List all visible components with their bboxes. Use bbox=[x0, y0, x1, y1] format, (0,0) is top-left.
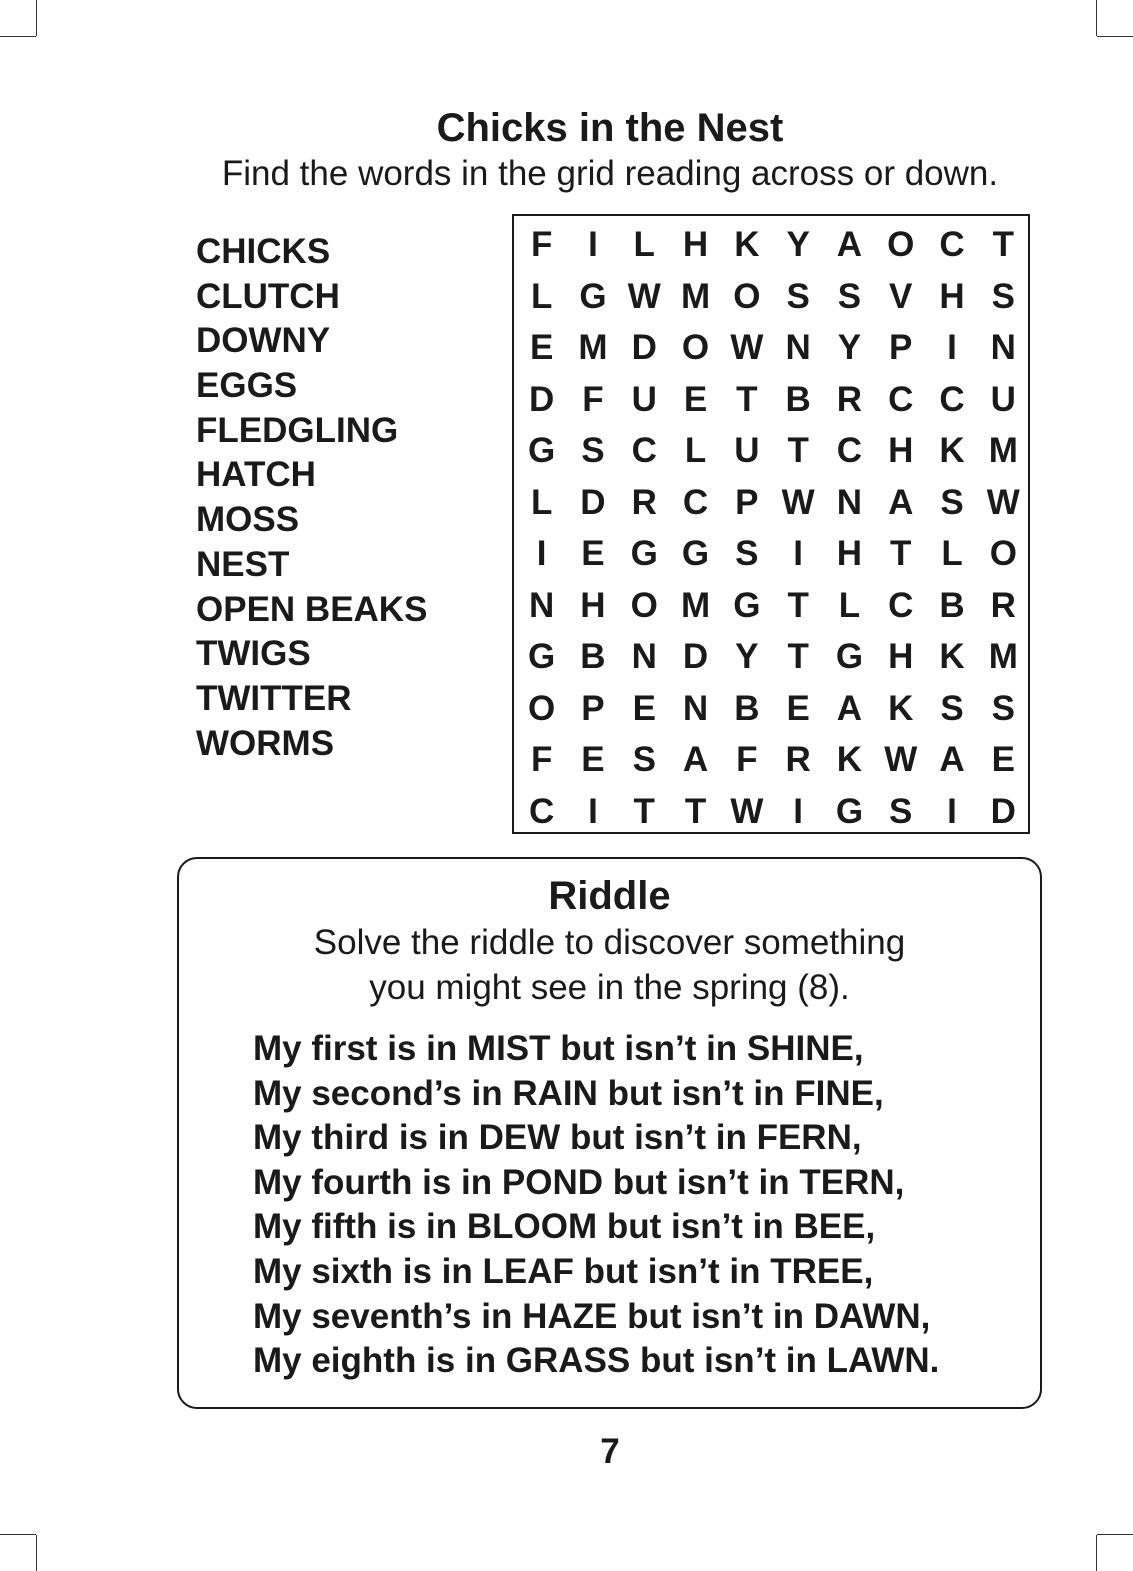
grid-letter: L bbox=[941, 534, 963, 573]
grid-letter: R bbox=[990, 585, 1016, 625]
grid-letter: O bbox=[887, 225, 915, 264]
grid-letter: U bbox=[734, 431, 760, 470]
grid-letter: B bbox=[580, 637, 606, 676]
riddle-line: My sixth is in LEAF but isn’t in TREE, bbox=[253, 1251, 874, 1291]
grid-letter: S bbox=[786, 276, 810, 316]
grid-letter: C bbox=[836, 431, 863, 470]
grid-letter: W bbox=[986, 482, 1020, 522]
grid-letter: H bbox=[682, 225, 709, 264]
grid-letter: M bbox=[578, 328, 608, 367]
grid-letter: G bbox=[528, 431, 556, 470]
grid-letter: M bbox=[680, 276, 711, 316]
word-list-item: CHICKS bbox=[196, 232, 331, 271]
word-list-item: HATCH bbox=[196, 455, 316, 495]
grid-letter: C bbox=[939, 379, 965, 419]
word-list-item: MOSS bbox=[196, 500, 300, 540]
grid-letter: P bbox=[889, 328, 913, 367]
riddle-verse bbox=[253, 1027, 939, 1384]
grid-letter: K bbox=[836, 740, 863, 779]
grid-letter: U bbox=[990, 379, 1016, 419]
word-list-item: OPEN BEAKS bbox=[196, 589, 428, 629]
riddle-line: My first is in MIST but isn’t in SHINE, bbox=[253, 1029, 864, 1068]
crop-mark bbox=[0, 36, 36, 37]
grid-letter: B bbox=[734, 688, 760, 728]
grid-letter: D bbox=[631, 328, 657, 367]
grid-letter: C bbox=[888, 585, 914, 625]
riddle-intro-line: you might see in the spring (8). bbox=[369, 968, 850, 1007]
grid-letter: C bbox=[939, 225, 965, 264]
grid-letter: U bbox=[631, 379, 657, 419]
grid-letter: E bbox=[632, 688, 656, 728]
riddle-line: My fifth is in BLOOM but isn’t in BEE, bbox=[253, 1207, 876, 1247]
grid-letter: M bbox=[988, 637, 1018, 676]
puzzle-title: Chicks in the Nest bbox=[436, 106, 784, 150]
grid-letter: K bbox=[888, 688, 914, 728]
grid-letter: D bbox=[529, 379, 555, 419]
grid-letter: M bbox=[988, 431, 1018, 470]
crop-mark bbox=[36, 0, 37, 36]
word-list-item: NEST bbox=[196, 544, 290, 584]
grid-letter: E bbox=[581, 534, 605, 573]
page-number: 7 bbox=[600, 1432, 620, 1471]
grid-letter: I bbox=[793, 534, 803, 573]
grid-letter: D bbox=[580, 482, 606, 522]
grid-letter: R bbox=[785, 740, 811, 779]
grid-row bbox=[516, 477, 1029, 529]
grid-letter: L bbox=[633, 225, 655, 264]
grid-letter: F bbox=[530, 740, 553, 779]
grid-letter: H bbox=[888, 431, 914, 470]
grid-letter: A bbox=[836, 225, 863, 264]
grid-letter: C bbox=[682, 482, 709, 522]
grid-letter: S bbox=[991, 688, 1015, 728]
grid-letter: L bbox=[530, 482, 553, 522]
grid-letter: C bbox=[529, 791, 555, 831]
grid-letter: E bbox=[683, 379, 708, 419]
crop-mark bbox=[1096, 1535, 1097, 1571]
grid-letter: S bbox=[940, 482, 964, 522]
riddle-intro bbox=[177, 920, 1042, 1010]
grid-row bbox=[516, 528, 1029, 580]
word-list-item: TWITTER bbox=[196, 678, 352, 718]
grid-letter: D bbox=[682, 637, 709, 676]
crop-mark bbox=[1096, 0, 1097, 36]
grid-letter: Y bbox=[837, 328, 862, 367]
grid-letter: O bbox=[733, 276, 761, 316]
grid-letter: S bbox=[889, 791, 913, 831]
grid-letter: N bbox=[631, 637, 657, 676]
grid-letter: E bbox=[529, 328, 554, 367]
grid-letter: V bbox=[889, 276, 913, 316]
grid-letter: G bbox=[630, 534, 658, 573]
grid-letter: T bbox=[787, 637, 809, 676]
grid-letter: C bbox=[631, 431, 657, 470]
grid-letter: N bbox=[785, 328, 811, 367]
grid-letter: I bbox=[536, 534, 547, 573]
grid-row bbox=[516, 580, 1029, 632]
grid-letter: A bbox=[682, 740, 709, 779]
grid-row bbox=[516, 219, 1029, 271]
grid-letter: B bbox=[785, 379, 811, 419]
grid-letter: G bbox=[579, 276, 607, 316]
grid-letter: T bbox=[684, 791, 707, 831]
grid-letter: A bbox=[939, 740, 965, 779]
word-list-item: EGGS bbox=[196, 366, 298, 406]
grid-letter: N bbox=[682, 688, 709, 728]
grid-letter: E bbox=[991, 740, 1015, 779]
grid-letter: B bbox=[939, 585, 965, 625]
grid-letter: A bbox=[888, 482, 914, 522]
grid-letter: A bbox=[836, 688, 863, 728]
crop-mark bbox=[1097, 36, 1133, 37]
grid-letter: Y bbox=[786, 225, 810, 264]
grid-letter: O bbox=[630, 585, 658, 625]
grid-letter: N bbox=[836, 482, 863, 522]
grid-letter: L bbox=[838, 585, 861, 625]
grid-letter: O bbox=[989, 534, 1017, 573]
grid-letter: G bbox=[528, 637, 556, 676]
grid-letter: T bbox=[633, 791, 655, 831]
grid-letter: R bbox=[836, 379, 863, 419]
grid-letter: S bbox=[632, 740, 656, 779]
word-search-grid bbox=[512, 214, 1030, 834]
grid-letter: L bbox=[530, 276, 553, 316]
grid-letter: L bbox=[684, 431, 707, 470]
grid-letter: I bbox=[947, 791, 957, 831]
grid-letter: R bbox=[631, 482, 657, 522]
grid-letter: O bbox=[681, 328, 710, 367]
grid-letter: T bbox=[787, 431, 809, 470]
grid-letter: E bbox=[786, 688, 810, 728]
word-list-item: CLUTCH bbox=[196, 276, 340, 316]
grid-letter: N bbox=[529, 585, 555, 625]
grid-row bbox=[516, 786, 1029, 838]
grid-letter: H bbox=[580, 585, 606, 625]
grid-row bbox=[516, 631, 1029, 683]
grid-letter: P bbox=[735, 482, 759, 522]
grid-letter: M bbox=[680, 585, 711, 625]
grid-row bbox=[516, 425, 1029, 477]
grid-letter: I bbox=[588, 791, 598, 831]
grid-letter: I bbox=[793, 791, 803, 831]
grid-letter: F bbox=[736, 740, 758, 779]
grid-letter: E bbox=[581, 740, 605, 779]
grid-letter: I bbox=[588, 225, 598, 264]
word-list bbox=[196, 230, 427, 766]
grid-letter: K bbox=[939, 637, 965, 676]
grid-letter: P bbox=[581, 688, 605, 728]
grid-letter: W bbox=[730, 791, 764, 831]
crop-mark bbox=[36, 1535, 37, 1571]
grid-letter: H bbox=[939, 276, 965, 316]
grid-letter: S bbox=[837, 276, 862, 316]
puzzle-instructions: Find the words in the grid reading across or down. bbox=[221, 154, 999, 193]
riddle-intro-line: Solve the riddle to discover something bbox=[313, 923, 906, 962]
riddle-line: My eighth is in GRASS but isn’t in LAWN. bbox=[253, 1341, 940, 1381]
grid-letter: S bbox=[991, 276, 1015, 316]
grid-letter: T bbox=[736, 379, 758, 419]
grid-row bbox=[516, 322, 1029, 374]
grid-letter: T bbox=[787, 585, 809, 625]
grid-letter: D bbox=[990, 791, 1016, 831]
grid-letter: W bbox=[781, 482, 815, 522]
grid-letter: G bbox=[835, 791, 864, 831]
grid-letter: G bbox=[733, 585, 761, 625]
grid-letter: I bbox=[947, 328, 957, 367]
grid-letter: S bbox=[581, 431, 605, 470]
grid-letter: H bbox=[836, 534, 863, 573]
grid-letter: N bbox=[990, 328, 1016, 367]
grid-letter: Y bbox=[735, 637, 759, 676]
grid-letter: T bbox=[890, 534, 912, 573]
grid-letter: K bbox=[939, 431, 965, 470]
grid-letter: K bbox=[734, 225, 760, 264]
grid-letter: F bbox=[582, 379, 604, 419]
grid-letter: W bbox=[884, 740, 918, 779]
grid-letter: T bbox=[992, 225, 1015, 264]
grid-row bbox=[516, 734, 1029, 786]
grid-letter: H bbox=[888, 637, 914, 676]
grid-row bbox=[516, 374, 1029, 426]
grid-letter: S bbox=[735, 534, 759, 573]
grid-letter: G bbox=[835, 637, 864, 676]
grid-letter: S bbox=[940, 688, 964, 728]
crop-mark bbox=[1097, 1534, 1133, 1535]
word-list-item: TWIGS bbox=[196, 634, 311, 674]
grid-letter: G bbox=[681, 534, 710, 573]
grid-letter: C bbox=[888, 379, 914, 419]
riddle-title: Riddle bbox=[548, 874, 671, 918]
riddle-line: My seventh’s in HAZE but isn’t in DAWN, bbox=[253, 1296, 931, 1336]
grid-letter: F bbox=[530, 225, 553, 264]
grid-letter: W bbox=[627, 276, 661, 316]
word-list-item: FLEDGLING bbox=[196, 410, 399, 450]
crop-mark bbox=[0, 1534, 36, 1535]
grid-letter: O bbox=[528, 688, 556, 728]
grid-row bbox=[516, 683, 1029, 735]
riddle-line: My fourth is in POND but isn’t in TERN, bbox=[253, 1162, 905, 1202]
riddle-line: My third is in DEW but isn’t in FERN, bbox=[253, 1118, 862, 1158]
word-list-item: WORMS bbox=[196, 723, 335, 763]
grid-row bbox=[516, 271, 1029, 323]
riddle-line: My second’s in RAIN but isn’t in FINE, bbox=[253, 1073, 884, 1113]
word-list-item: DOWNY bbox=[196, 321, 331, 361]
grid-letter: W bbox=[730, 328, 764, 367]
